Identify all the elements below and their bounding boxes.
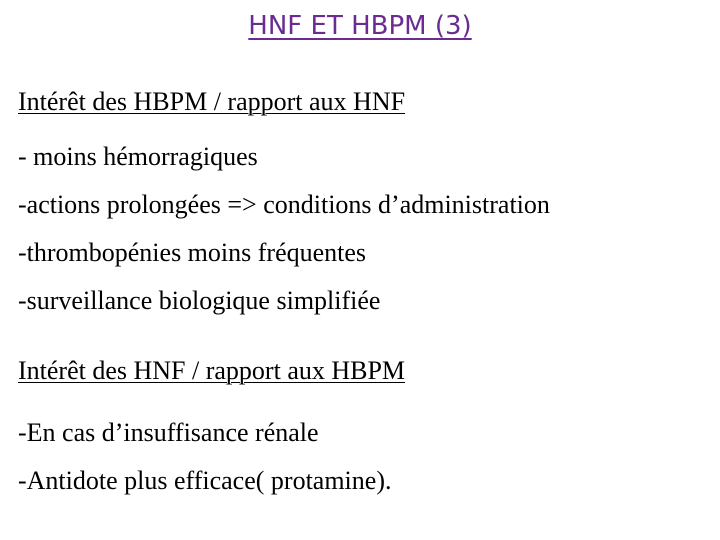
section-heading-hbpm: Intérêt des HBPM / rapport aux HNF — [18, 87, 406, 116]
list-item: -En cas d’insuffisance rénale — [18, 418, 319, 447]
section-hbpm-advantages — [18, 86, 708, 118]
list-hnf-advantages — [18, 409, 391, 505]
list-item: -thrombopénies moins fréquentes — [18, 238, 367, 267]
list-item: -Antidote plus efficace( protamine). — [18, 466, 392, 495]
list-item: - moins hémorragiques — [18, 142, 258, 171]
list-item: -surveillance biologique simplifiée — [18, 286, 381, 315]
section-hnf-advantages — [18, 355, 708, 387]
section-heading-hnf: Intérêt des HNF / rapport aux HBPM — [18, 356, 406, 385]
slide-title-text: HNF ET HBPM (3) — [248, 11, 472, 41]
list-hbpm-advantages — [18, 133, 550, 325]
slide-title — [0, 6, 720, 46]
list-item: -actions prolongées => conditions d’administration — [18, 190, 550, 219]
